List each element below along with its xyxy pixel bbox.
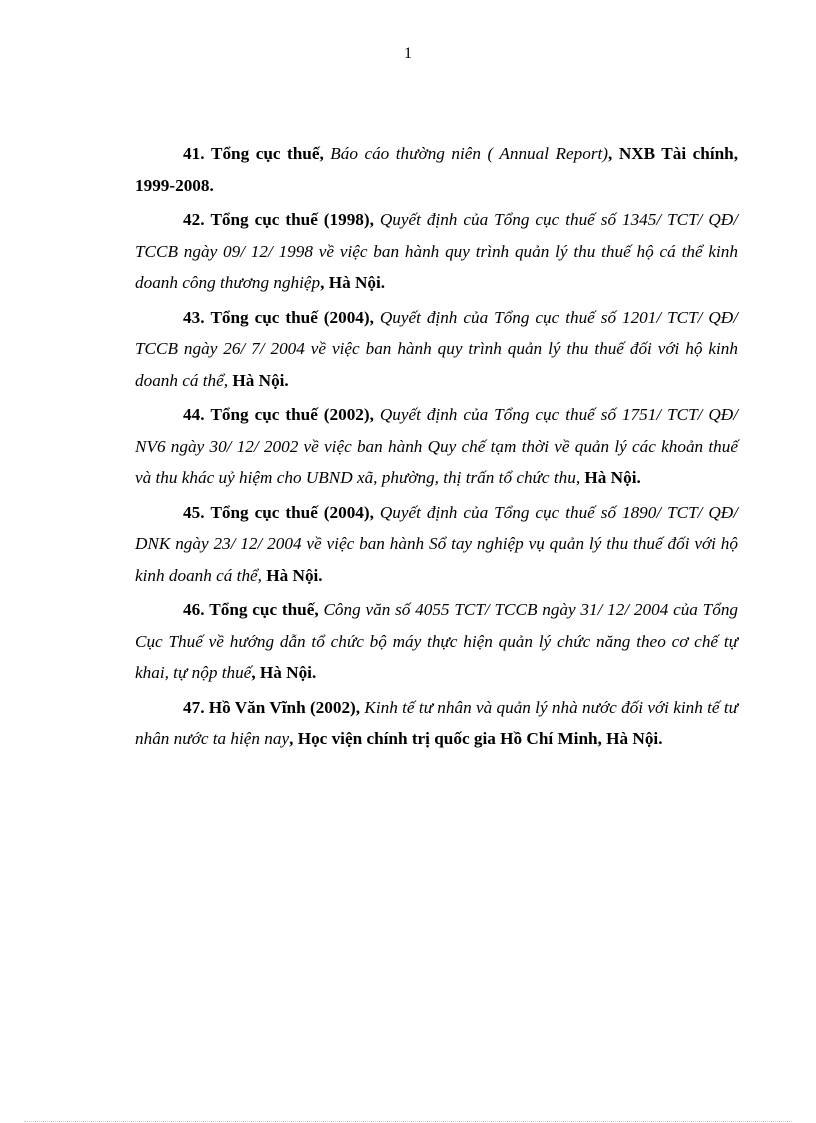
reference-item-45 [135, 497, 738, 592]
reference-author: Tổng cục thuế (1998), [210, 210, 374, 229]
reference-item-43 [135, 302, 738, 397]
reference-author: Tổng cục thuế (2004), [210, 502, 374, 522]
reference-number: 47. [183, 697, 205, 717]
reference-number: 41. [183, 144, 205, 163]
reference-author: Tổng cục thuế (2002), [210, 405, 374, 424]
reference-number: 42. [183, 210, 205, 229]
reference-number: 46. [183, 600, 205, 619]
reference-item-46 [135, 594, 738, 689]
reference-item-47 [135, 692, 738, 755]
reference-title: Kinh tế tư nhân và quản lý nhà nước đối với kinh tế tư nhân nước ta hiện nay [135, 697, 738, 748]
reference-item-41 [135, 138, 738, 201]
reference-publisher: Hà Nội. [580, 468, 641, 487]
reference-author: Hồ Văn Vĩnh (2002), [208, 697, 361, 717]
reference-list [135, 138, 738, 758]
reference-publisher: , Học viện chính trị quốc gia Hồ Chí Minh, Hà Nội. [289, 729, 663, 748]
reference-author: Tổng cục thuế, [209, 600, 319, 619]
reference-item-44 [135, 399, 738, 494]
reference-author: Tổng cục thuế (2004), [210, 307, 374, 327]
reference-number: 45. [183, 502, 205, 522]
reference-title: Quyết định của Tổng cục thuế số 1890/ TCT/ QĐ/ DNK ngày 23/ 12/ 2004 về việc ban hành Sổ tay nghiệp vụ quản lý thu thuế đối với hộ kinh doanh cá thể, [135, 502, 738, 585]
reference-publisher: Hà Nội. [228, 370, 289, 390]
reference-number: 43. [183, 307, 205, 327]
reference-item-42 [135, 204, 738, 299]
page-number: 1 [404, 45, 412, 62]
reference-publisher: , Hà Nội. [251, 663, 317, 682]
page-bottom-divider [24, 1121, 792, 1122]
reference-author: Tổng cục thuế, [210, 144, 324, 163]
reference-publisher: , NXB Tài chính, 1999-2008. [135, 144, 739, 195]
reference-title: Quyết định của Tổng cục thuế số 1201/ TCT/ QĐ/ TCCB ngày 26/ 7/ 2004 về việc ban hành quy trình quản lý thu thuế đối với hộ kinh doanh cá thể, [135, 307, 738, 390]
reference-publisher: , Hà Nội. [320, 273, 386, 292]
reference-title: Báo cáo thường niên ( Annual Report) [330, 144, 609, 163]
reference-title: Công văn số 4055 TCT/ TCCB ngày 31/ 12/ 2004 của Tổng Cục Thuế về hướng dẫn tổ chức bộ máy thực hiện quản lý chức năng theo cơ chế tự khai, tự nộp thuế [135, 600, 739, 682]
reference-publisher: Hà Nội. [261, 565, 323, 585]
reference-title: Quyết định của Tổng cục thuế số 1345/ TCT/ QĐ/ TCCB ngày 09/ 12/ 1998 về việc ban hành quy trình quản lý thu thuế hộ cá thể kinh doanh công thương nghiệp [135, 210, 738, 292]
reference-title: Quyết định của Tổng cục thuế số 1751/ TCT/ QĐ/ NV6 ngày 30/ 12/ 2002 về việc ban hành Quy chế tạm thời về quản lý các khoản thuế và thu khác uỷ hiệm cho UBND xã, phường, thị trấn tổ chức thu, [135, 405, 738, 487]
reference-number: 44. [183, 405, 205, 424]
